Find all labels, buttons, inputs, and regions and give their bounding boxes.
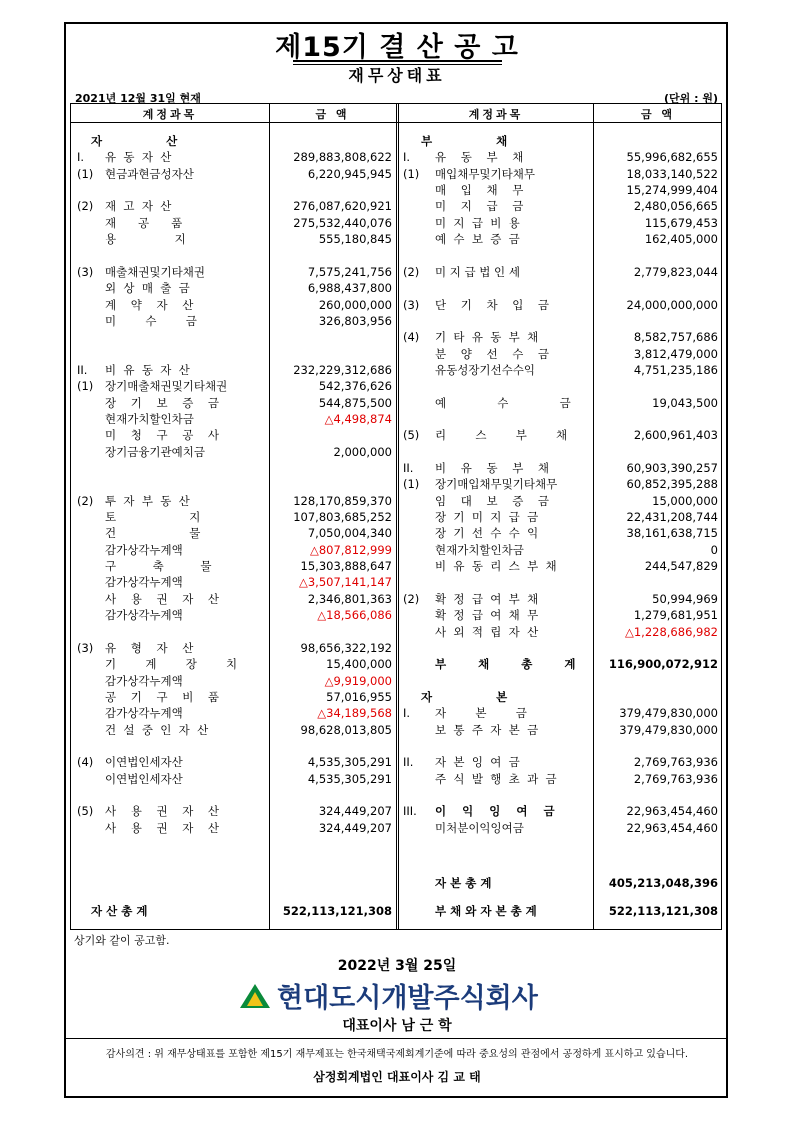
amount-value: 1,279,681,951 bbox=[633, 608, 718, 623]
amount-value: 15,000,000 bbox=[652, 493, 718, 508]
account-label: 현금과현금성자산 bbox=[105, 166, 194, 181]
account-label: 단 기 차 입 금 bbox=[435, 297, 550, 312]
page-title: 제15기 결 산 공 고 bbox=[275, 32, 519, 63]
amount-value: △807,812,999 bbox=[309, 542, 392, 557]
account-label: 계 약 자 산 bbox=[105, 297, 194, 312]
account-label: 자 본 금 bbox=[435, 706, 527, 721]
account-label: 미 수 금 bbox=[105, 313, 197, 328]
row-index: (2) bbox=[403, 591, 420, 606]
amount-value: 50,994,969 bbox=[652, 591, 718, 606]
amount-value: 4,535,305,291 bbox=[307, 755, 392, 770]
row-index: (1) bbox=[403, 477, 420, 492]
account-label: 장기매입채무및기타채무 bbox=[435, 477, 558, 492]
account-label: 주 식 발 행 초 과 금 bbox=[435, 771, 557, 786]
amount-value: 15,400,000 bbox=[326, 657, 392, 672]
publication-date: 2022년 3월 25일 bbox=[337, 958, 457, 974]
company-name bbox=[239, 976, 538, 1015]
account-label: 매 입 채 무 bbox=[435, 183, 524, 198]
account-label: 토 지 bbox=[105, 510, 201, 525]
account-label: 장 기 보 증 금 bbox=[105, 395, 220, 410]
amount-value: 19,043,500 bbox=[652, 395, 718, 410]
row-index: I. bbox=[403, 150, 411, 165]
balance-sheet-table bbox=[70, 103, 722, 930]
account-label: 미 지 급 법 인 세 bbox=[435, 264, 520, 279]
amount-value: 15,274,999,404 bbox=[626, 183, 718, 198]
account-label: 감가상각누계액 bbox=[105, 706, 183, 721]
amount-value: 18,033,140,522 bbox=[626, 166, 718, 181]
row-index: (5) bbox=[403, 428, 420, 443]
account-label: 건 물 bbox=[105, 526, 201, 541]
row-index: (1) bbox=[403, 166, 420, 181]
account-label: 유 형 자 산 bbox=[105, 640, 194, 655]
account-label: 사 용 권 자 산 bbox=[105, 820, 220, 835]
amount-value: 544,875,500 bbox=[318, 395, 392, 410]
header-account-right: 계정과목 bbox=[468, 108, 524, 121]
account-label: 미처분이익잉여금 bbox=[435, 820, 524, 835]
row-index: (4) bbox=[403, 330, 420, 345]
account-label: 기 타 유 동 부 채 bbox=[435, 330, 539, 345]
amount-value: 7,575,241,756 bbox=[307, 264, 392, 279]
amount-value: 289,883,808,622 bbox=[293, 150, 392, 165]
account-label: 자 본 bbox=[421, 689, 508, 704]
account-label: 유동성장기선수수익 bbox=[435, 362, 535, 377]
amount-value: 232,229,312,686 bbox=[293, 362, 392, 377]
account-label: 예 수 보 증 금 bbox=[435, 232, 520, 247]
amount-value: 324,449,207 bbox=[318, 820, 392, 835]
amount-value: 2,346,801,363 bbox=[307, 591, 392, 606]
account-label: 부 채 bbox=[421, 134, 508, 148]
row-index: II. bbox=[77, 362, 88, 377]
amount-value: 116,900,072,912 bbox=[608, 657, 718, 672]
row-index: (3) bbox=[403, 297, 420, 312]
amount-value: 555,180,845 bbox=[318, 232, 392, 247]
row-index: II. bbox=[403, 755, 414, 770]
account-label: 미 청 구 공 사 bbox=[105, 428, 220, 443]
row-index: (2) bbox=[77, 493, 94, 508]
amount-value: 22,431,208,744 bbox=[626, 510, 718, 525]
row-index: I. bbox=[403, 706, 411, 721]
account-label: 장 기 미 지 급 금 bbox=[435, 510, 539, 525]
as-of-date: 2021년 12월 31일 현재 bbox=[75, 92, 201, 105]
amount-value: 22,963,454,460 bbox=[626, 820, 718, 835]
amount-value: △34,189,568 bbox=[317, 706, 392, 721]
triangle-logo-icon bbox=[239, 983, 271, 1009]
amount-value: 128,170,859,370 bbox=[293, 493, 392, 508]
account-label: 감가상각누계액 bbox=[105, 575, 183, 590]
liab-capital-total-amount: 522,113,121,308 bbox=[608, 904, 718, 918]
amount-value: 2,600,961,403 bbox=[633, 428, 718, 443]
amount-value: 379,479,830,000 bbox=[619, 706, 718, 721]
account-label: 건 설 중 인 자 산 bbox=[105, 722, 209, 737]
amount-value: 0 bbox=[710, 542, 718, 557]
account-label: 장기매출채권및기타채권 bbox=[105, 379, 228, 394]
amount-value: 107,803,685,252 bbox=[293, 510, 392, 525]
company-name-text: 현대도시개발주식회사 bbox=[277, 983, 538, 1014]
account-label: 기 계 장 치 bbox=[105, 657, 238, 672]
amount-value: 38,161,638,715 bbox=[626, 526, 718, 541]
row-index: (4) bbox=[77, 755, 94, 770]
account-label: 이연법인세자산 bbox=[105, 755, 183, 770]
amount-value: 7,050,004,340 bbox=[307, 526, 392, 541]
amount-value: 326,803,956 bbox=[318, 313, 392, 328]
row-index: (2) bbox=[403, 264, 420, 279]
account-label: 유 동 자 산 bbox=[105, 150, 172, 165]
account-label: 이연법인세자산 bbox=[105, 771, 183, 786]
account-label: 장기금융기관예치금 bbox=[105, 444, 205, 459]
capital-total-label: 자 본 총 계 bbox=[435, 876, 492, 890]
amount-value: 162,405,000 bbox=[644, 232, 718, 247]
assets-total-amount: 522,113,121,308 bbox=[282, 904, 392, 918]
account-label: 장 기 선 수 수 익 bbox=[435, 526, 539, 541]
account-label: 비 유 동 리 스 부 채 bbox=[435, 559, 557, 574]
liab-capital-total-label: 부 채 와 자 본 총 계 bbox=[435, 904, 537, 918]
account-label: 투 자 부 동 산 bbox=[105, 493, 190, 508]
audit-divider bbox=[66, 1038, 726, 1039]
account-label: 용 지 bbox=[105, 232, 186, 247]
amount-value: 4,751,235,186 bbox=[633, 362, 718, 377]
account-label: 미 지 급 금 bbox=[435, 199, 524, 214]
account-label: 사 용 권 자 산 bbox=[105, 591, 220, 606]
assets-total-label: 자 산 총 계 bbox=[91, 904, 148, 918]
amount-value: 2,000,000 bbox=[333, 444, 392, 459]
amount-value: 24,000,000,000 bbox=[626, 297, 718, 312]
amount-value: 22,963,454,460 bbox=[626, 804, 718, 819]
account-label: 재 고 자 산 bbox=[105, 199, 172, 214]
account-label: 매출채권및기타채권 bbox=[105, 264, 205, 279]
amount-value: 2,779,823,044 bbox=[633, 264, 718, 279]
amount-value: 15,303,888,647 bbox=[300, 559, 392, 574]
account-label: 외 상 매 출 금 bbox=[105, 281, 190, 296]
account-label: 확 정 급 여 부 채 bbox=[435, 591, 539, 606]
amount-value: 115,679,453 bbox=[644, 215, 718, 230]
header-amount-left: 금 액 bbox=[315, 108, 350, 121]
amount-value: 60,903,390,257 bbox=[626, 461, 718, 475]
amount-value: 98,656,322,192 bbox=[300, 640, 392, 655]
row-index: (2) bbox=[77, 199, 94, 214]
account-label: 분 양 선 수 금 bbox=[435, 346, 550, 361]
amount-value: 4,535,305,291 bbox=[307, 771, 392, 786]
amount-value: △4,498,874 bbox=[324, 411, 392, 426]
account-label: 구 축 물 bbox=[105, 559, 212, 574]
amount-value: 324,449,207 bbox=[318, 804, 392, 819]
amount-value: 276,087,620,921 bbox=[293, 199, 392, 214]
amount-value: 2,769,763,936 bbox=[633, 755, 718, 770]
row-index: (1) bbox=[77, 166, 94, 181]
amount-value: 6,220,945,945 bbox=[307, 166, 392, 181]
unit-label: (단위 : 원) bbox=[664, 92, 718, 105]
account-label: 보 통 주 자 본 금 bbox=[435, 722, 539, 737]
account-label: 현재가치할인차금 bbox=[435, 542, 524, 557]
amount-value: 2,480,056,665 bbox=[633, 199, 718, 214]
amount-value: 542,376,626 bbox=[318, 379, 392, 394]
account-label: 리 스 부 채 bbox=[435, 428, 568, 443]
amount-value: △18,566,086 bbox=[317, 608, 392, 623]
row-index: (3) bbox=[77, 264, 94, 279]
amount-value: 379,479,830,000 bbox=[619, 722, 718, 737]
col-divider bbox=[269, 104, 270, 929]
amount-value: △3,507,141,147 bbox=[299, 575, 392, 590]
account-label: 매입채무및기타채무 bbox=[435, 166, 535, 181]
row-index: (5) bbox=[77, 804, 94, 819]
amount-value: △1,228,686,982 bbox=[625, 624, 718, 639]
amount-value: 275,532,440,076 bbox=[293, 215, 392, 230]
amount-value: 8,582,757,686 bbox=[633, 330, 718, 345]
row-index: III. bbox=[403, 804, 417, 819]
row-index: (1) bbox=[77, 379, 94, 394]
account-label: 비 유 동 부 채 bbox=[435, 461, 550, 475]
amount-value: 60,852,395,288 bbox=[626, 477, 718, 492]
row-index: I. bbox=[77, 150, 85, 165]
amount-value: 55,996,682,655 bbox=[626, 150, 718, 165]
row-index: (3) bbox=[77, 640, 94, 655]
account-label: 자 산 bbox=[91, 134, 178, 148]
account-label: 부 채 총 계 bbox=[435, 657, 576, 672]
account-label: 감가상각누계액 bbox=[105, 673, 183, 688]
col-divider bbox=[593, 104, 594, 929]
amount-value: 2,769,763,936 bbox=[633, 771, 718, 786]
audit-opinion: 감사의견 : 위 재무상태표를 포함한 제15기 재무제표는 한국채택국제회계기준에 따라 중요성의 관점에서 공정하게 표시하고 있습니다. bbox=[105, 1049, 689, 1060]
center-divider bbox=[396, 104, 399, 929]
account-label: 비 유 동 자 산 bbox=[105, 362, 190, 377]
ceo-name: 대표이사 남 근 학 bbox=[342, 1018, 452, 1034]
notice-text: 상기와 같이 공고함. bbox=[74, 934, 170, 947]
account-label: 사 용 권 자 산 bbox=[105, 804, 220, 819]
account-label: 확 정 급 여 채 무 bbox=[435, 608, 539, 623]
account-label: 재 공 품 bbox=[105, 215, 183, 230]
capital-total-amount: 405,213,048,396 bbox=[608, 876, 718, 890]
page-subtitle: 재무상태표 bbox=[348, 66, 446, 85]
account-label: 이 익 잉 여 금 bbox=[435, 804, 555, 819]
row-index: II. bbox=[403, 461, 414, 475]
account-label: 예 수 금 bbox=[435, 395, 571, 410]
amount-value: 3,812,479,000 bbox=[633, 346, 718, 361]
header-account-left: 계정과목 bbox=[142, 108, 198, 121]
title-underline bbox=[293, 60, 502, 62]
amount-value: 244,547,829 bbox=[644, 559, 718, 574]
account-label: 공 기 구 비 품 bbox=[105, 689, 220, 704]
account-label: 자 본 잉 여 금 bbox=[435, 755, 520, 770]
account-label: 미 지 급 비 용 bbox=[435, 215, 520, 230]
amount-value: △9,919,000 bbox=[324, 673, 392, 688]
auditor-name: 삼정회계법인 대표이사 김 교 태 bbox=[313, 1070, 481, 1084]
account-label: 임 대 보 증 금 bbox=[435, 493, 550, 508]
amount-value: 57,016,955 bbox=[326, 689, 392, 704]
account-label: 사 외 적 립 자 산 bbox=[435, 624, 539, 639]
account-label: 유 동 부 채 bbox=[435, 150, 524, 165]
amount-value: 6,988,437,800 bbox=[307, 281, 392, 296]
amount-value: 98,628,013,805 bbox=[300, 722, 392, 737]
header-amount-right: 금 액 bbox=[640, 108, 676, 121]
account-label: 감가상각누계액 bbox=[105, 608, 183, 623]
account-label: 현재가치할인차금 bbox=[105, 411, 194, 426]
account-label: 감가상각누계액 bbox=[105, 542, 183, 557]
amount-value: 260,000,000 bbox=[318, 297, 392, 312]
